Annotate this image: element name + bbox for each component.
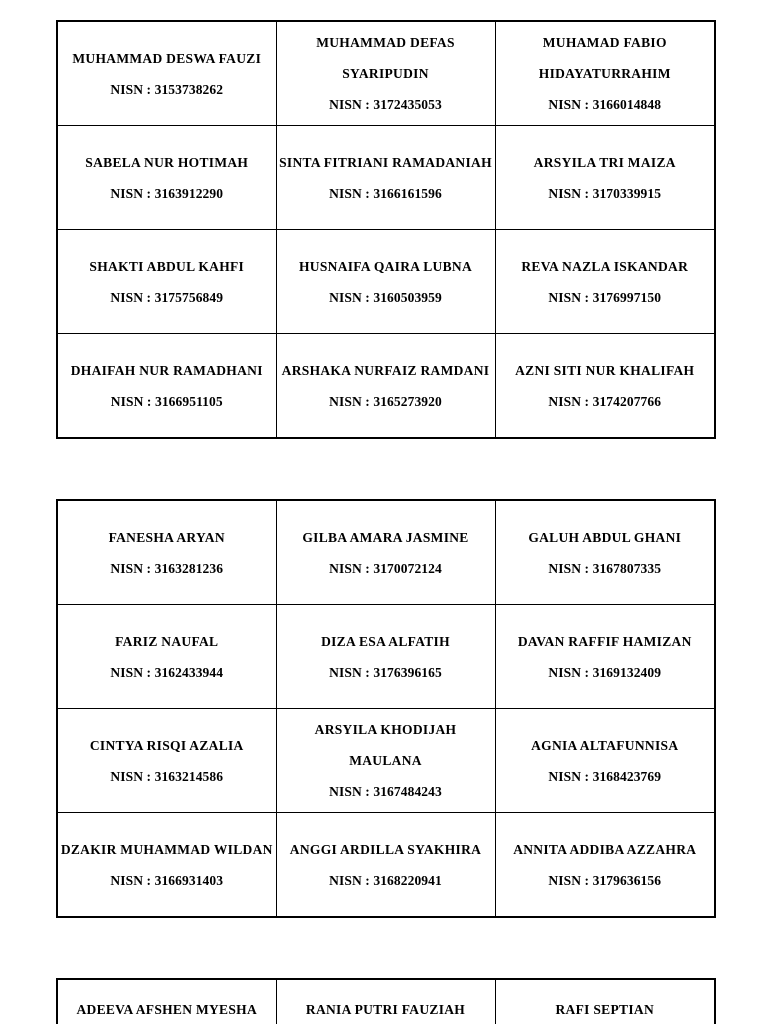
student-name-line-1: MUHAMAD FABIO xyxy=(542,35,667,50)
student-cell xyxy=(276,605,495,709)
student-nisn: NISN : 3175756849 xyxy=(110,289,224,305)
student-nisn: NISN : 3176997150 xyxy=(548,289,662,305)
student-name: ARSYILA TRI MAIZA xyxy=(533,154,676,170)
table-row xyxy=(57,334,715,439)
student-name: ADEEVA AFSHEN MYESHA xyxy=(76,1002,258,1017)
table-row xyxy=(57,126,715,230)
student-cell xyxy=(276,709,495,813)
student-name: REVA NAZLA ISKANDAR xyxy=(521,258,689,274)
student-cell xyxy=(276,334,495,439)
student-name-line-2: HIDAYATURRAHIM xyxy=(538,66,671,81)
table-row xyxy=(57,500,715,605)
student-name: AGNIA ALTAFUNNISA xyxy=(531,737,679,753)
student-name: AZNI SITI NUR KHALIFAH xyxy=(515,362,695,378)
student-nisn: NISN : 3166951105 xyxy=(110,393,223,409)
student-nisn: NISN : 3160503959 xyxy=(329,289,442,305)
student-nisn: NISN : 3167807335 xyxy=(548,560,662,576)
student-nisn: NISN : 3166931403 xyxy=(110,872,224,888)
table-row xyxy=(57,709,715,813)
student-cell xyxy=(57,126,276,230)
student-name: CINTYA RISQI AZALIA xyxy=(89,737,244,753)
student-name-line-2: MAULANA xyxy=(349,753,422,768)
student-cell xyxy=(276,126,495,230)
student-cell xyxy=(57,605,276,709)
student-cell xyxy=(495,334,715,439)
student-cell xyxy=(276,813,495,918)
table-row xyxy=(57,979,715,1024)
table-row xyxy=(57,605,715,709)
student-name: RANIA PUTRI FAUZIAH xyxy=(305,1002,466,1017)
student-cell xyxy=(495,979,715,1024)
student-cell xyxy=(495,230,715,334)
student-cell xyxy=(495,709,715,813)
student-card-table-1 xyxy=(56,20,716,439)
student-nisn: NISN : 3170339915 xyxy=(548,185,662,201)
student-cell xyxy=(495,813,715,918)
student-nisn: NISN : 3166161596 xyxy=(329,185,442,201)
student-nisn: NISN : 3163281236 xyxy=(110,560,224,576)
student-name-line-2: SYARIPUDIN xyxy=(342,66,429,81)
student-nisn: NISN : 3167484243 xyxy=(329,784,442,799)
student-nisn: NISN : 3166014848 xyxy=(548,97,662,112)
student-name: ANGGI ARDILLA SYAKHIRA xyxy=(289,841,482,857)
student-name: RAFI SEPTIAN xyxy=(555,1002,654,1017)
student-name: SINTA FITRIANI RAMADANIAH xyxy=(279,154,492,170)
student-nisn: NISN : 3163912290 xyxy=(110,185,224,201)
student-name: DAVAN RAFFIF HAMIZAN xyxy=(517,633,692,649)
student-nisn: NISN : 3162433944 xyxy=(110,664,224,680)
student-nisn: NISN : 3174207766 xyxy=(548,393,662,409)
student-cell xyxy=(276,230,495,334)
student-name: DHAIFAH NUR RAMADHANI xyxy=(70,362,263,378)
student-name: DIZA ESA ALFATIH xyxy=(321,633,450,649)
student-nisn: NISN : 3169132409 xyxy=(548,664,662,680)
table-row xyxy=(57,230,715,334)
student-name: ARSHAKA NURFAIZ RAMDANI xyxy=(281,362,490,378)
student-nisn: NISN : 3153738262 xyxy=(110,81,224,97)
student-name: GILBA AMARA JASMINE xyxy=(302,529,469,545)
student-nisn: NISN : 3172435053 xyxy=(329,97,442,112)
student-card-table-2 xyxy=(56,499,716,918)
student-name: SABELA NUR HOTIMAH xyxy=(85,154,249,170)
student-nisn: NISN : 3168220941 xyxy=(329,872,442,888)
student-card-table-3 xyxy=(56,978,716,1024)
student-name: FANESHA ARYAN xyxy=(108,529,225,545)
student-nisn: NISN : 3170072124 xyxy=(329,560,442,576)
student-cell xyxy=(57,230,276,334)
student-cell xyxy=(57,500,276,605)
student-name: HUSNAIFA QAIRA LUBNA xyxy=(298,258,473,274)
table-row xyxy=(57,813,715,918)
student-cell xyxy=(276,979,495,1024)
student-nisn: NISN : 3176396165 xyxy=(329,664,442,680)
student-name-line-1: ARSYILA KHODIJAH xyxy=(314,722,457,737)
student-name-line-1: MUHAMMAD DEFAS xyxy=(316,35,455,50)
student-cell xyxy=(495,500,715,605)
student-cell xyxy=(57,813,276,918)
student-cell xyxy=(57,979,276,1024)
student-name: SHAKTI ABDUL KAHFI xyxy=(89,258,245,274)
student-cell xyxy=(276,500,495,605)
student-cell xyxy=(495,21,715,126)
student-cell xyxy=(276,21,495,126)
student-name: ANNITA ADDIBA AZZAHRA xyxy=(513,841,697,857)
table-row xyxy=(57,21,715,126)
student-nisn: NISN : 3163214586 xyxy=(110,768,224,784)
student-cell xyxy=(495,605,715,709)
student-cell xyxy=(495,126,715,230)
student-cell xyxy=(57,21,276,126)
student-name: GALUH ABDUL GHANI xyxy=(528,529,682,545)
student-nisn: NISN : 3179636156 xyxy=(548,872,662,888)
student-cell xyxy=(57,334,276,439)
student-nisn: NISN : 3165273920 xyxy=(329,393,442,409)
student-name: MUHAMMAD DESWA FAUZI xyxy=(72,50,262,66)
student-name: DZAKIR MUHAMMAD WILDAN xyxy=(60,841,273,857)
student-cell xyxy=(57,709,276,813)
student-name: FARIZ NAUFAL xyxy=(115,633,219,649)
student-nisn: NISN : 3168423769 xyxy=(548,768,662,784)
